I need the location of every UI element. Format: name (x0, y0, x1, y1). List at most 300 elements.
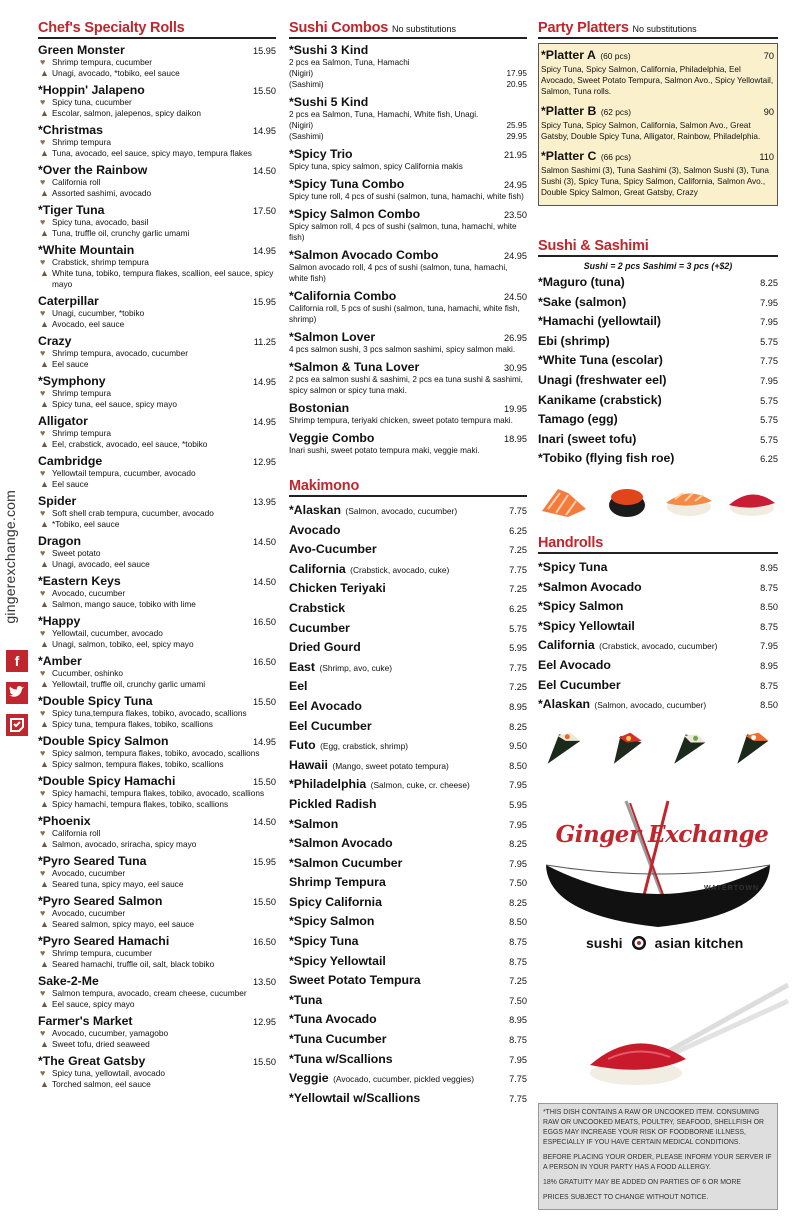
roll-header (38, 123, 276, 137)
website-url[interactable]: gingerexchange.com (2, 490, 18, 624)
sushi-name: Tamago (egg) (538, 412, 618, 427)
roll-inside: Spicy hamachi, tempura flakes, tobiko, avocado, scallions (52, 788, 265, 798)
item-label (289, 717, 372, 735)
item-label (289, 560, 449, 578)
roll-header (38, 414, 276, 428)
roll-name: Cambridge (38, 454, 103, 468)
combo-price: 24.95 (504, 180, 527, 190)
item-name: Eel Cucumber (289, 718, 372, 733)
disclaimer-prices: PRICES SUBJECT TO CHANGE WITHOUT NOTICE. (543, 1193, 709, 1201)
heart-icon: ♥ (40, 1028, 46, 1038)
roll-header (38, 334, 276, 348)
roll-inside-line (38, 348, 276, 359)
chef-roll-item (38, 414, 276, 450)
roll-inside-line (38, 988, 276, 999)
item-price: 8.75 (509, 956, 527, 967)
chef-roll-item (38, 334, 276, 370)
roll-name: Sake-2-Me (38, 974, 99, 988)
makimono-item (289, 697, 527, 717)
roll-name: *Christmas (38, 123, 103, 137)
combo-name: *Salmon Lover (289, 330, 376, 344)
hat-icon: ▲ (40, 228, 49, 238)
handroll-photos (538, 725, 778, 773)
roll-outside: Assorted sashimi, avocado (52, 188, 152, 198)
roll-price: 16.50 (253, 657, 276, 667)
makimono-item (289, 1069, 527, 1089)
roll-header (38, 1054, 276, 1068)
roll-header (38, 374, 276, 388)
item-name: Futo (289, 738, 316, 753)
platter-item (541, 147, 774, 198)
hat-icon: ▲ (40, 759, 49, 769)
roll-inside-line (38, 908, 276, 919)
platter-header (541, 46, 774, 64)
item-price: 5.95 (509, 799, 527, 810)
item-name: California (538, 638, 595, 653)
platter-pieces: (62 pcs) (600, 107, 632, 117)
roll-outside-line (38, 999, 276, 1010)
item-price: 8.25 (509, 721, 527, 732)
roll-header (38, 574, 276, 588)
item-label (289, 795, 376, 813)
item-label (289, 873, 386, 891)
hat-icon: ▲ (40, 519, 49, 529)
item-price: 8.75 (760, 680, 778, 691)
sushi-item (538, 295, 778, 315)
heart-icon: ♥ (40, 668, 46, 678)
roll-header (38, 243, 276, 257)
platter-name: *Platter C (541, 149, 597, 163)
item-price: 5.95 (509, 643, 527, 654)
tobiko-sushi-image (601, 483, 653, 519)
sushi-price: 7.75 (760, 356, 778, 367)
chef-roll-item (38, 494, 276, 530)
item-name: Dried Gourd (289, 640, 361, 655)
roll-outside-line (38, 559, 276, 570)
item-detail: (Salmon, cuke, cr. cheese) (370, 780, 470, 791)
makimono-item (289, 834, 527, 854)
roll-header (38, 814, 276, 828)
item-price: 7.95 (509, 858, 527, 869)
combo-name: *Spicy Tuna Combo (289, 177, 405, 191)
chopsticks-nigiri-photo (538, 1003, 778, 1113)
item-name: Hawaii (289, 757, 328, 772)
roll-header (38, 294, 276, 308)
combo-price: 18.95 (504, 434, 527, 444)
chef-roll-item (38, 774, 276, 810)
roll-outside-line (38, 1039, 276, 1050)
roll-name: Spider (38, 494, 77, 508)
item-label (289, 736, 408, 754)
makimono-item (289, 560, 527, 580)
sushi-list (538, 275, 778, 471)
item-label (289, 971, 421, 989)
roll-inside-line (38, 177, 276, 188)
roll-name: *Pyro Seared Hamachi (38, 934, 170, 948)
sushi-item (538, 314, 778, 334)
heart-icon: ♥ (40, 97, 46, 107)
heart-icon: ♥ (40, 828, 46, 838)
item-name: *Philadelphia (289, 777, 367, 792)
item-name: *Spicy Tuna (538, 559, 608, 574)
combo-item (289, 207, 527, 243)
item-name: Eel Avocado (289, 698, 362, 713)
item-name: *Tuna Avocado (289, 1012, 377, 1027)
roll-inside-line (38, 137, 276, 148)
sushi-item (538, 353, 778, 373)
item-label (289, 1030, 386, 1048)
roll-outside: Unagi, avocado, *tobiko, eel sauce (52, 68, 180, 78)
item-label (289, 834, 393, 852)
salmon-sashimi-image (538, 483, 590, 519)
roll-outside-line (38, 319, 276, 330)
item-name: *Salmon Avocado (538, 579, 642, 594)
heart-icon: ♥ (40, 508, 46, 518)
item-price: 7.50 (509, 878, 527, 889)
combo-header (289, 401, 527, 415)
makimono-section-title: Makimono (289, 478, 527, 497)
sushi-sashimi-note: Sushi = 2 pcs Sashimi = 3 pcs (+$2) (583, 261, 733, 271)
roll-inside-line (38, 1028, 276, 1039)
handrolls-list (538, 558, 778, 715)
sushi-name: *Sake (salmon) (538, 294, 627, 309)
disclaimer-gratuity: 18% GRATUITY MAY BE ADDED ON PARTIES OF 6 OR MORE (543, 1178, 741, 1186)
platter-price: 90 (763, 107, 774, 117)
heart-icon: ♥ (40, 137, 46, 147)
roll-header (38, 694, 276, 708)
chef-roll-item (38, 374, 276, 410)
makimono-item (289, 736, 527, 756)
combo-option-label: (Nigiri) (289, 69, 314, 78)
item-price: 8.95 (509, 1015, 527, 1026)
chef-roll-item (38, 694, 276, 730)
item-label (289, 619, 350, 637)
item-detail: (Salmon, avocado, cucumber) (345, 506, 458, 516)
item-price: 8.25 (509, 839, 527, 850)
roll-name: *Pyro Seared Tuna (38, 854, 147, 868)
platters-sushi-column (538, 0, 778, 1210)
sushi-name: Inari (sweet tofu) (538, 431, 637, 446)
roll-inside-line (38, 868, 276, 879)
item-price: 7.50 (509, 995, 527, 1006)
roll-outside-line (38, 108, 276, 119)
roll-outside: Yellowtail, truffle oil, crunchy garlic umami (52, 679, 206, 689)
item-label (289, 501, 457, 519)
roll-price: 16.50 (253, 617, 276, 627)
roll-header (38, 854, 276, 868)
roll-price: 15.50 (253, 1057, 276, 1067)
roll-name: Crazy (38, 334, 72, 348)
roll-inside: California roll (52, 177, 101, 187)
item-label (289, 854, 402, 872)
roll-inside-line (38, 308, 276, 319)
roll-name: Dragon (38, 534, 82, 548)
combo-item (289, 401, 527, 426)
roll-inside-line (38, 748, 276, 759)
sushi-price: 6.25 (760, 454, 778, 465)
heart-icon: ♥ (40, 57, 46, 67)
combo-option-label: (Nigiri) (289, 121, 314, 130)
combo-item (289, 360, 527, 396)
item-name: *Spicy Yellowtail (289, 953, 386, 968)
roll-header (38, 774, 276, 788)
roll-outside-line (38, 228, 276, 239)
heart-icon: ♥ (40, 708, 46, 718)
combo-name: *Sushi 3 Kind (289, 43, 369, 57)
combo-option-price: 25.95 (506, 121, 527, 130)
makimono-item (289, 1010, 527, 1030)
roll-price: 15.95 (253, 297, 276, 307)
item-name: Cucumber (289, 620, 350, 635)
roll-name: *Eastern Keys (38, 574, 121, 588)
roll-inside: Cucumber, oshinko (52, 668, 124, 678)
item-label (289, 932, 358, 950)
roll-name: Green Monster (38, 43, 125, 57)
roll-outside-line (38, 1079, 276, 1090)
roll-inside-line (38, 708, 276, 719)
combo-desc: Inari sushi, sweet potato tempura maki, veggie maki. (289, 446, 480, 455)
item-price: 8.50 (760, 602, 778, 613)
roll-price: 14.95 (253, 377, 276, 387)
roll-inside: Crabstick, shrimp tempura (52, 257, 149, 267)
makimono-item (289, 599, 527, 619)
item-price: 8.50 (760, 700, 778, 711)
roll-price: 14.50 (253, 577, 276, 587)
roll-outside: Seared hamachi, truffle oil, salt, black tobiko (52, 959, 215, 969)
item-label (289, 677, 307, 695)
item-name: *Yellowtail w/Scallions (289, 1090, 421, 1105)
sushi-item (538, 334, 778, 354)
tagline-asian-kitchen: asian kitchen (654, 934, 744, 951)
roll-price: 12.95 (253, 457, 276, 467)
roll-name: *Symphony (38, 374, 106, 388)
chef-specialty-column (38, 0, 276, 1094)
roll-outside: Spicy tuna, tempura flakes, tobiko, scallions (52, 719, 213, 729)
platter-desc: Spicy Tuna, Spicy Salmon, California, Philadelphia, Eel Avocado, Sweet Potato Tempura, Salmon Avo., Spicy Yellowtail, Salmon, Tuna rolls. (541, 65, 774, 96)
hat-icon: ▲ (40, 679, 49, 689)
item-price: 8.95 (760, 660, 778, 671)
roll-name: *Tiger Tuna (38, 203, 105, 217)
twitter-icon[interactable] (6, 682, 28, 704)
roll-outside: *Tobiko, eel sauce (52, 519, 120, 529)
roll-outside: Salmon, avocado, sriracha, spicy mayo (52, 839, 197, 849)
item-price: 8.25 (509, 897, 527, 908)
chef-roll-item (38, 123, 276, 159)
roll-header (38, 654, 276, 668)
combo-name: *Salmon & Tuna Lover (289, 360, 420, 374)
item-name: *Spicy Salmon (289, 914, 375, 929)
roll-header (38, 734, 276, 748)
roll-inside: Avocado, cucumber (52, 868, 126, 878)
roll-header (38, 163, 276, 177)
platter-item (541, 46, 774, 97)
item-name: *Alaskan (289, 503, 341, 517)
sushi-price: 5.75 (760, 434, 778, 445)
platter-pieces: (66 pcs) (600, 152, 632, 162)
sushi-price: 5.75 (760, 336, 778, 347)
makimono-item (289, 677, 527, 697)
roll-inside: Soft shell crab tempura, cucumber, avocado (52, 508, 214, 518)
item-name: Eel Cucumber (538, 677, 621, 692)
item-price: 8.50 (509, 917, 527, 928)
roll-outside: Torched salmon, eel sauce (52, 1079, 151, 1089)
facebook-icon[interactable]: f (6, 650, 28, 672)
makimono-item (289, 775, 527, 795)
roll-price: 12.95 (253, 1017, 276, 1027)
makimono-item (289, 912, 527, 932)
roll-outside: Escolar, salmon, jalepenos, spicy daikon (52, 108, 201, 118)
item-name: *Salmon Cucumber (289, 855, 403, 870)
roll-inside-line (38, 57, 276, 68)
hat-icon: ▲ (40, 399, 49, 409)
item-price: 7.95 (509, 819, 527, 830)
hat-icon: ▲ (40, 1039, 49, 1049)
hat-icon: ▲ (40, 599, 49, 609)
hat-icon: ▲ (40, 188, 49, 198)
roll-header (38, 203, 276, 217)
hat-icon: ▲ (40, 919, 49, 929)
roll-inside-line (38, 1068, 276, 1079)
hat-icon: ▲ (40, 879, 49, 889)
combo-header (289, 207, 527, 221)
salmon-nigiri-image (663, 483, 715, 519)
item-name: *Spicy Tuna (289, 934, 359, 949)
handroll-image-3 (663, 731, 715, 767)
heart-icon: ♥ (40, 588, 46, 598)
makimono-item (289, 619, 527, 639)
hat-icon: ▲ (40, 719, 49, 729)
roll-outside: Tuna, truffle oil, crunchy garlic umami (52, 228, 190, 238)
item-price: 7.95 (509, 1054, 527, 1065)
combo-option (289, 120, 527, 131)
item-name: *Tuna Cucumber (289, 1032, 387, 1047)
handroll-image-2 (601, 731, 653, 767)
combo-option (289, 79, 527, 90)
sushi-name: *Hamachi (yellowtail) (538, 314, 662, 329)
roll-header (38, 894, 276, 908)
combo-name: *California Combo (289, 289, 397, 303)
roll-inside-line (38, 548, 276, 559)
combo-item (289, 431, 527, 456)
chef-roll-item (38, 814, 276, 850)
item-price: 7.95 (760, 641, 778, 652)
item-label (538, 695, 706, 713)
chef-roll-item (38, 203, 276, 239)
roll-name: *Amber (38, 654, 82, 668)
item-name: *Tuna w/Scallions (289, 1051, 393, 1066)
roll-price: 13.50 (253, 977, 276, 987)
combo-header (289, 95, 527, 109)
item-name: Sweet Potato Tempura (289, 973, 421, 988)
roll-outside: Seared tuna, spicy mayo, eel sauce (52, 879, 184, 889)
makimono-item (289, 717, 527, 737)
item-name: Eel (289, 679, 308, 694)
roll-header (38, 534, 276, 548)
chef-roll-item (38, 854, 276, 890)
disclaimer-raw: *THIS DISH CONTAINS A RAW OR UNCOOKED ITEM. CONSUMING RAW OR UNCOOKED MEATS, POULTRY, SEAFOOD, SHELLFISH OR EGGS MAY INCREASE YOUR RISK OF FOODBORNE ILLNESS, ESPECIALLY IF YOU HAVE CERTAIN MEDICAL CONDITIONS. (543, 1108, 764, 1146)
makimono-item (289, 579, 527, 599)
chef-roll-item (38, 43, 276, 79)
roll-outside: Eel, crabstick, avocado, eel sauce, *tobiko (52, 439, 208, 449)
hat-icon: ▲ (40, 439, 49, 449)
chef-roll-list (38, 43, 276, 1090)
handroll-item (538, 676, 778, 696)
item-price: 7.75 (509, 662, 527, 673)
sushi-item (538, 432, 778, 452)
roll-price: 14.95 (253, 126, 276, 136)
heart-icon: ♥ (40, 177, 46, 187)
item-name: *Salmon Avocado (289, 836, 393, 851)
sushi-name: Kanikame (crabstick) (538, 392, 662, 407)
sushi-item (538, 373, 778, 393)
roll-outside-line (38, 148, 276, 159)
party-platter-box (538, 43, 778, 206)
roll-price: 14.95 (253, 737, 276, 747)
hat-icon: ▲ (40, 1079, 49, 1089)
roll-inside: Unagi, cucumber, *tobiko (52, 308, 145, 318)
item-price: 7.75 (509, 1093, 527, 1104)
roll-inside: Spicy salmon, tempura flakes, tobiko, avocado, scallions (52, 748, 260, 758)
item-detail: (Crabstick, avocado, cucumber) (599, 641, 718, 652)
roll-inside-line (38, 97, 276, 108)
combo-name: *Spicy Salmon Combo (289, 207, 421, 221)
combo-list (289, 43, 527, 456)
makimono-item (289, 521, 527, 541)
item-name: Pickled Radish (289, 796, 377, 811)
item-label (289, 912, 374, 930)
item-name: *Spicy Salmon (538, 599, 624, 614)
disclaimer-allergy: BEFORE PLACING YOUR ORDER, PLEASE INFORM YOUR SERVER IF A PERSON IN YOUR PARTY HAS A FOOD ALLERGY. (543, 1153, 772, 1171)
combo-item (289, 147, 527, 172)
hat-icon: ▲ (40, 68, 49, 78)
roll-outside: Salmon, mango sauce, tobiko with lime (52, 599, 196, 609)
roll-price: 15.95 (253, 857, 276, 867)
chef-roll-item (38, 1054, 276, 1090)
item-label (289, 579, 386, 597)
roll-inside: Shrimp tempura (52, 388, 112, 398)
item-name: *Alaskan (538, 697, 590, 712)
item-name: Avo-Cucumber (289, 542, 377, 557)
roll-name: *White Mountain (38, 243, 135, 257)
platter-name: *Platter A (541, 48, 596, 62)
hat-icon: ▲ (40, 148, 49, 158)
roll-outside-line (38, 599, 276, 610)
roll-name: Farmer's Market (38, 1014, 133, 1028)
roll-outside: Tuna, avocado, eel sauce, spicy mayo, tempura flakes (52, 148, 252, 158)
item-label (289, 599, 345, 617)
foursquare-icon[interactable] (6, 714, 28, 736)
roll-inside-line (38, 588, 276, 599)
chef-roll-item (38, 614, 276, 650)
roll-header (38, 614, 276, 628)
makimono-item (289, 991, 527, 1011)
roll-inside-line (38, 948, 276, 959)
combo-name: *Salmon Avocado Combo (289, 248, 439, 262)
platter-header (541, 147, 774, 165)
platter-price: 110 (759, 152, 774, 162)
roll-inside-line (38, 628, 276, 639)
roll-outside-line (38, 639, 276, 650)
makimono-item (289, 501, 527, 521)
roll-price: 15.95 (253, 46, 276, 56)
heart-icon: ♥ (40, 788, 46, 798)
roll-inside: Shrimp tempura, cucumber (52, 57, 153, 67)
item-label (289, 952, 386, 970)
combo-price: 23.50 (504, 210, 527, 220)
item-price: 8.75 (760, 621, 778, 632)
handroll-item (538, 578, 778, 598)
makimono-item (289, 893, 527, 913)
